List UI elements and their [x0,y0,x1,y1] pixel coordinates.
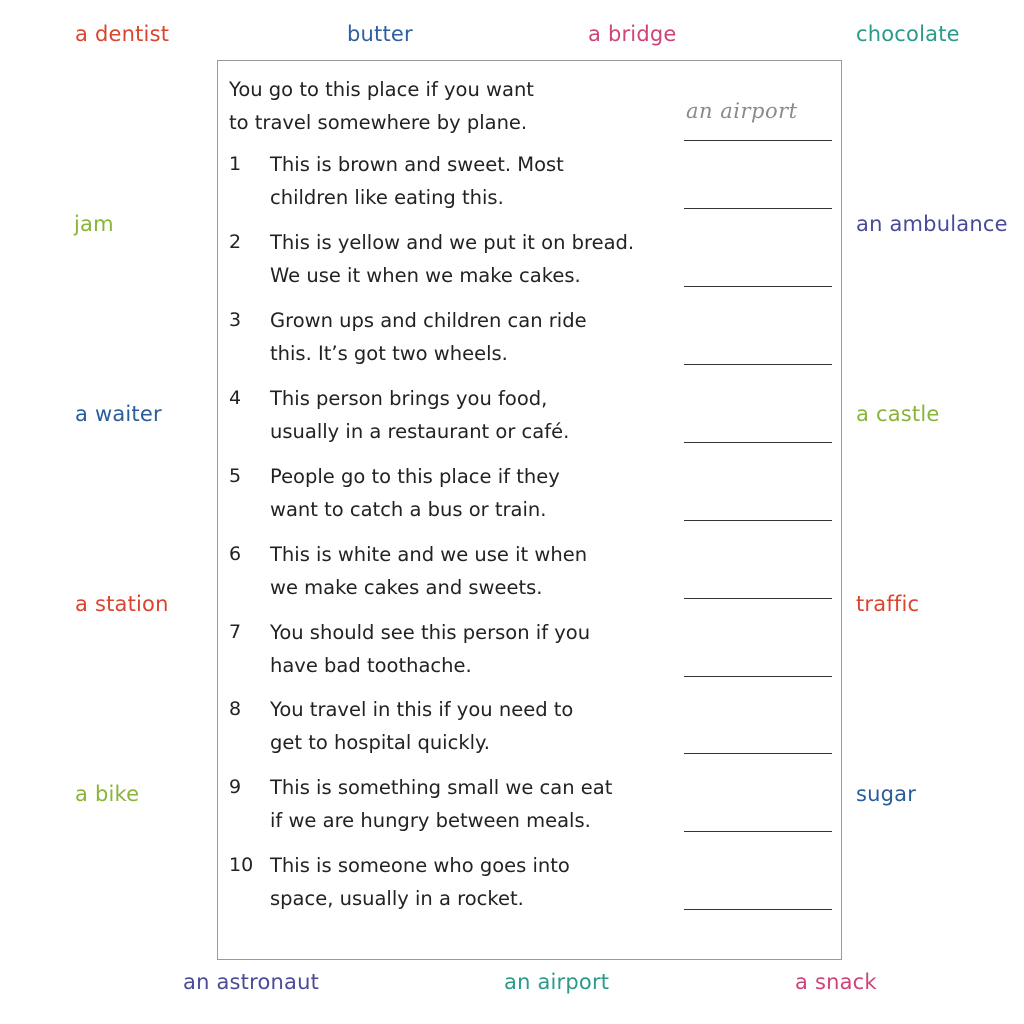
word-bank-item: sugar [856,782,917,806]
answer-line[interactable] [684,286,832,287]
question-clue: This is yellow and we put it on bread. We use it when we make cakes. [270,231,635,287]
question-number: 5 [229,465,242,487]
question-panel [217,60,842,960]
question-number: 6 [229,543,242,565]
answer-line[interactable] [684,208,832,209]
question-clue: This is something small we can eat if we are hungry between meals. [270,776,613,832]
example-clue: You go to this place if you want to travel somewhere by plane. [229,78,534,134]
word-bank-item: a station [75,592,169,616]
question-clue: This person brings you food, usually in a restaurant or café. [270,387,570,443]
example-item [218,73,841,143]
question-clue: This is brown and sweet. Most children like eating this. [270,153,564,209]
question-number: 3 [229,309,242,331]
question-number: 8 [229,698,242,720]
question-item [218,849,841,919]
answer-line[interactable] [684,520,832,521]
answer-line[interactable] [684,909,832,910]
word-bank-item: an ambulance [856,212,1008,236]
word-bank-item: chocolate [856,22,960,46]
question-clue: This is white and we use it when we make cakes and sweets. [270,543,588,599]
question-number: 7 [229,621,242,643]
question-number: 1 [229,153,242,175]
word-bank-item: an astronaut [183,970,320,994]
question-item [218,538,841,608]
question-item [218,382,841,452]
question-item [218,304,841,374]
question-item [218,616,841,686]
example-answer-line [684,140,832,141]
word-bank-item: a bike [75,782,140,806]
word-bank-item: an airport [504,970,610,994]
word-bank-item: jam [74,212,114,236]
question-number: 2 [229,231,242,253]
answer-line[interactable] [684,442,832,443]
word-bank-item: a dentist [75,22,170,46]
question-number: 9 [229,776,242,798]
question-clue: People go to this place if they want to catch a bus or train. [270,465,560,521]
question-clue: You travel in this if you need to get to hospital quickly. [270,698,574,754]
word-bank-item: a bridge [588,22,677,46]
question-item [218,148,841,218]
answer-line[interactable] [684,676,832,677]
word-bank-item: traffic [856,592,920,616]
word-bank-item: butter [347,22,413,46]
question-clue: You should see this person if you have bad toothache. [270,621,591,677]
question-item [218,460,841,530]
answer-line[interactable] [684,364,832,365]
example-answer: an airport [686,99,798,123]
question-item [218,693,841,763]
question-item [218,226,841,296]
word-bank-item: a snack [795,970,877,994]
question-clue: Grown ups and children can ride this. It’s got two wheels. [270,309,587,365]
question-number: 4 [229,387,242,409]
question-number: 10 [229,854,254,876]
answer-line[interactable] [684,598,832,599]
word-bank-item: a castle [856,402,940,426]
question-item [218,771,841,841]
question-clue: This is someone who goes into space, usually in a rocket. [270,854,570,910]
answer-line[interactable] [684,753,832,754]
word-bank-item: a waiter [75,402,162,426]
answer-line[interactable] [684,831,832,832]
